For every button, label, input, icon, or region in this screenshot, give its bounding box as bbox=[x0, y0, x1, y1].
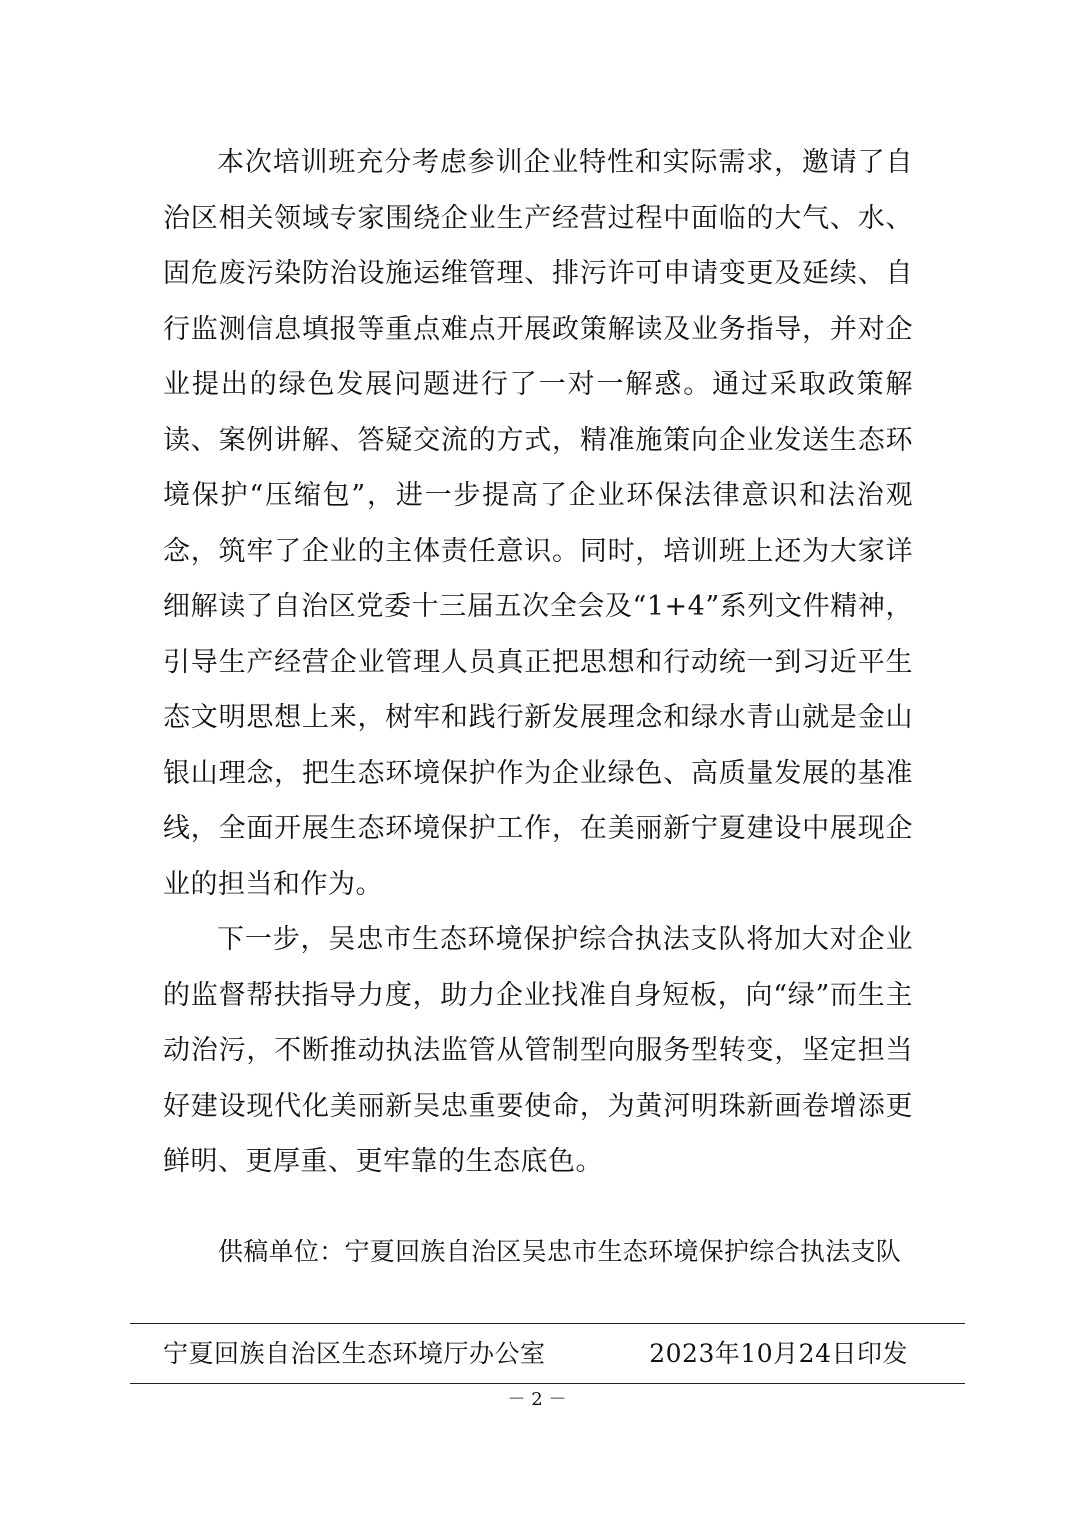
footer-top-rule bbox=[130, 1323, 965, 1324]
page-number: － 2 － bbox=[507, 1389, 567, 1410]
issuing-office: 宁夏回族自治区生态环境厅办公室 bbox=[163, 1339, 546, 1368]
paragraph-next-step: 下一步，吴忠市生态环境保护综合执法支队将加大对企业的监督帮扶指导力度，助力企业找准自身短板，向“绿”而生主动治污，不断推动执法监管从管制型向服务型转变，坚定担当好建设现代化美丽新吴忠重要使命，为黄河明珠新画卷增添更鲜明、更厚重、更牢靠的生态底色。 bbox=[163, 924, 913, 1177]
source-line: 供稿单位：宁夏回族自治区吴忠市生态环境保护综合执法支队 bbox=[218, 1237, 902, 1266]
body-text bbox=[163, 135, 913, 1190]
footer-bottom-rule bbox=[130, 1383, 965, 1384]
paragraph-training: 本次培训班充分考虑参训企业特性和实际需求，邀请了自治区相关领域专家围绕企业生产经营过程中面临的大气、水、固危废污染防治设施运维管理、排污许可申请变更及延续、自行监测信息填报等重点难点开展政策解读及业务指导，并对企业提出的绿色发展问题进行了一对一解惑。通过采取政策解读、案例讲解、答疑交流的方式，精准施策向企业发送生态环境保护“压缩包”，进一步提高了企业环保法律意识和法治观念，筑牢了企业的主体责任意识。同时，培训班上还为大家详细解读了自治区党委十三届五次全会及“1+4”系列文件精神，引导生产经营企业管理人员真正把思想和行动统一到习近平生态文明思想上来，树牢和践行新发展理念和绿水青山就是金山银山理念，把生态环境保护作为企业绿色、高质量发展的基准线，全面开展生态环境保护工作，在美丽新宁夏建设中展现企业的担当和作为。 bbox=[163, 147, 913, 900]
issue-date: 2023年10月24日印发 bbox=[649, 1339, 908, 1368]
